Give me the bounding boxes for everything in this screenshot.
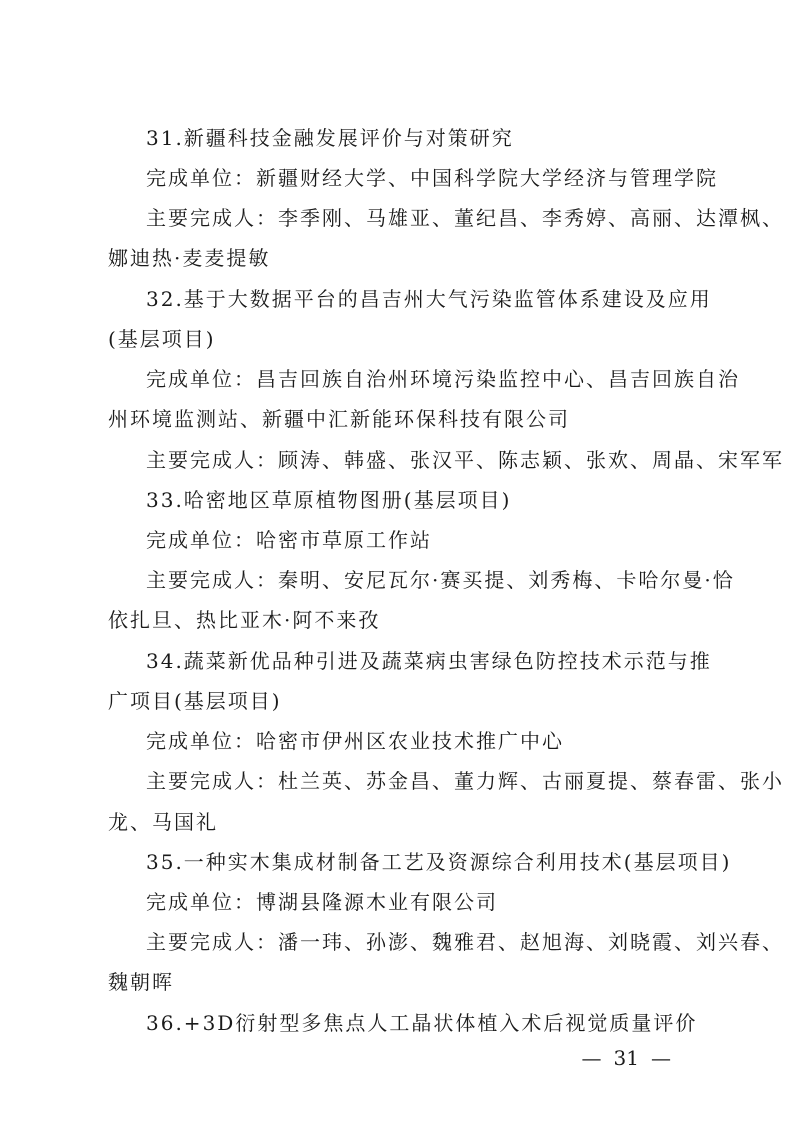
page-number-value: 31: [613, 1046, 639, 1070]
entry-35-people: 主要完成人：潘一玮、孙澎、魏雅君、赵旭海、刘晓霞、刘兴春、: [146, 930, 784, 954]
entry-33-people: 主要完成人：秦明、安尼瓦尔·赛买提、刘秀梅、卡哈尔曼·恰: [146, 568, 735, 592]
entry-35-unit: 完成单位：博湖县隆源木业有限公司: [146, 890, 498, 914]
entry-31-unit: 完成单位：新疆财经大学、中国科学院大学经济与管理学院: [146, 166, 718, 190]
entry-34-unit: 完成单位：哈密市伊州区农业技术推广中心: [146, 729, 564, 753]
entry-33-people-cont: 依扎旦、热比亚木·阿不来孜: [108, 608, 381, 632]
page-number: [0, 1043, 793, 1073]
entry-31-people-cont: 娜迪热·麦麦提敏: [108, 246, 271, 270]
entry-32-title: 32.基于大数据平台的昌吉州大气污染监管体系建设及应用: [146, 287, 712, 311]
entry-34-title: 34.蔬菜新优品种引进及蔬菜病虫害绿色防控技术示范与推: [146, 649, 712, 673]
entry-34-people: 主要完成人：杜兰英、苏金昌、董力辉、古丽夏提、蔡春雷、张小: [146, 769, 784, 793]
entry-32-title-cont: (基层项目): [108, 327, 216, 351]
entry-31-title: 31.新疆科技金融发展评价与对策研究: [146, 126, 514, 150]
entry-35-title: 35.一种实木集成材制备工艺及资源综合利用技术(基层项目): [146, 850, 732, 874]
entry-33-unit: 完成单位：哈密市草原工作站: [146, 528, 432, 552]
entry-32-unit-cont: 州环境监测站、新疆中汇新能环保科技有限公司: [108, 407, 570, 431]
entry-34-people-cont: 龙、马国礼: [108, 810, 218, 834]
entry-32-unit: 完成单位：昌吉回族自治州环境污染监控中心、昌吉回族自治: [146, 367, 740, 391]
entry-31-people: 主要完成人：李季刚、马雄亚、董纪昌、李秀婷、高丽、达潭枫、: [146, 206, 784, 230]
page-number-dash-left: —: [581, 1046, 602, 1070]
entry-32-people: 主要完成人：顾涛、韩盛、张汉平、陈志颖、张欢、周晶、宋军军: [146, 448, 784, 472]
page-number-dash-right: —: [651, 1046, 671, 1070]
entry-35-people-cont: 魏朝晖: [108, 970, 174, 994]
entry-34-title-cont: 广项目(基层项目): [108, 689, 282, 713]
entry-36-title: 36.+3D衍射型多焦点人工晶状体植入术后视觉质量评价: [146, 1011, 698, 1035]
entry-33-title: 33.哈密地区草原植物图册(基层项目): [146, 488, 512, 512]
